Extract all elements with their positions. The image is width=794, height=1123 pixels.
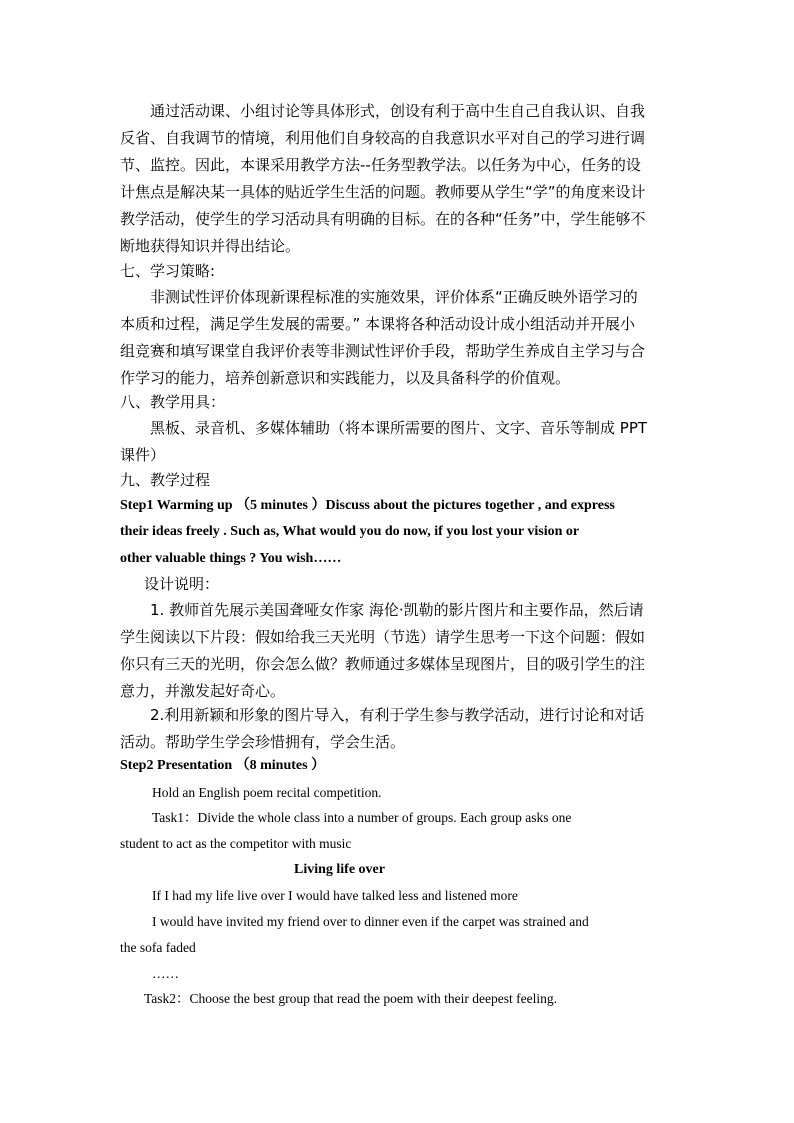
paragraph-line: 断地获得知识并得出结论。 — [120, 237, 301, 255]
paragraph-line: 非测试性评价体现新课程标准的实施效果，评价体系“正确反映外语学习的 — [150, 288, 638, 306]
step2-heading: Step2 Presentation （8 minutes ） — [120, 758, 326, 773]
task2-line: Task2：Choose the best group that read the poem with their deepest feeling. — [144, 991, 557, 1006]
section-heading-8: 八、教学用具： — [120, 393, 226, 411]
poem-line: If I had my life live over I would have talked less and listened more — [152, 888, 518, 903]
task1-line: Task1：Divide the whole class into a number of groups. Each group asks one — [152, 810, 572, 825]
paragraph-line: 节、监控。因此，本课采用教学方法--任务型教学法。以任务为中心，任务的设 — [120, 156, 641, 174]
paragraph-line: 黑板、录音机、多媒体辅助（将本课所需要的图片、文字、音乐等制成 PPT — [150, 419, 648, 437]
paragraph-line: 组竞赛和填写课堂自我评价表等非测试性评价手段，帮助学生养成自主学习与合 — [120, 342, 646, 360]
design-note-line: 1. 教师首先展示美国聋哑女作家 海伦·凯勒的影片图片和主要作品，然后请 — [150, 601, 644, 619]
poem-line: I would have invited my friend over to dinner even if the carpet was strained and — [152, 914, 589, 929]
section-heading-7: 七、学习策略: — [120, 262, 216, 280]
design-note-line: 学生阅读以下片段：假如给我三天光明（节选）请学生思考一下这个问题：假如 — [120, 628, 646, 646]
step1-line: their ideas freely . Such as, What would you do now, if you lost your vision or — [120, 524, 580, 539]
design-note-line: 意力，并激发起好奇心。 — [120, 682, 286, 700]
paragraph-line: 通过活动课、小组讨论等具体形式，创设有利于高中生自己自我认识、自我 — [150, 102, 646, 120]
step1-line: other valuable things ? You wish…… — [120, 551, 342, 566]
paragraph-line: 反省、自我调节的情境，利用他们自身较高的自我意识水平对自己的学习进行调 — [120, 129, 646, 147]
poem-title: Living life over — [294, 862, 385, 877]
design-label: 设计说明： — [144, 575, 220, 593]
paragraph-line: 课件） — [120, 446, 166, 464]
activity-line: Hold an English poem recital competition. — [152, 785, 382, 800]
section-heading-9: 九、教学过程 — [120, 471, 211, 489]
poem-line: the sofa faded — [120, 940, 196, 955]
task1-line: student to act as the competitor with music — [120, 836, 352, 851]
poem-ellipsis: …… — [152, 966, 179, 981]
design-note-line: 你只有三天的光明，你会怎么做？教师通过多媒体呈现图片，目的吸引学生的注 — [120, 655, 646, 673]
paragraph-line: 本质和过程，满足学生发展的需要。” 本课将各种活动设计成小组活动并开展小 — [120, 315, 636, 333]
paragraph-line: 作学习的能力，培养创新意识和实践能力，以及具备科学的价值观。 — [120, 369, 571, 387]
paragraph-line: 教学活动，使学生的学习活动具有明确的目标。在的各种“任务”中，学生能够不 — [120, 210, 646, 228]
design-note-line: 活动。帮助学生学会珍惜拥有，学会生活。 — [120, 733, 406, 751]
step1-line: Step1 Warming up （5 minutes ）Discuss about the pictures together , and express — [120, 498, 615, 513]
paragraph-line: 计焦点是解决某一具体的贴近学生生活的问题。教师要从学生“学”的角度来设计 — [120, 183, 646, 201]
design-note-line: 2.利用新颖和形象的图片导入，有利于学生参与教学活动，进行讨论和对话 — [150, 706, 645, 724]
